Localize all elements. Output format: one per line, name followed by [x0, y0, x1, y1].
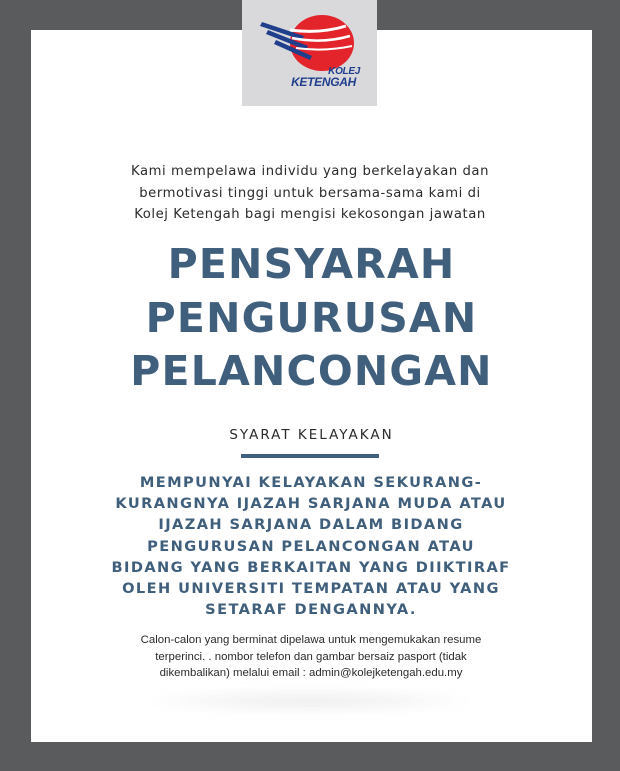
- contact-line: dikembalikan) melalui email : admin@kolejketengah.edu.my: [159, 667, 463, 679]
- contact-line: terperinci. . nombor telefon dan gambar bersaiz pasport (tidak: [155, 650, 467, 663]
- requirements-line: MEMPUNYAI KELAYAKAN SEKURANG-: [139, 474, 483, 491]
- job-title-line: PELANCONGAN: [130, 347, 493, 395]
- requirements-heading: SYARAT KELAYAKAN: [229, 427, 394, 443]
- job-title-line: PENGURUSAN: [145, 293, 478, 342]
- requirements-text: [91, 472, 531, 620]
- contact-line: Calon-calon yang berminat dipelawa untuk mengemukakan resume: [140, 634, 482, 646]
- intro-line: Kolej Ketengah bagi mengisi kekosongan jawatan: [134, 207, 486, 222]
- requirements-line: KURANGNYA IJAZAH SARJANA MUDA ATAU: [115, 495, 507, 513]
- intro-line: Kami mempelawa individu yang berkelayakan dan: [131, 164, 489, 179]
- intro-line: bermotivasi tinggi untuk bersama-sama kami di: [139, 185, 481, 201]
- requirements-line: PENGURUSAN PELANCONGAN ATAU: [147, 537, 475, 555]
- requirements-line: SETARAF DENGANNYA.: [205, 601, 417, 619]
- blurred-area: [150, 688, 470, 714]
- logo-wordmark: [260, 66, 370, 88]
- logo-line-2: KETENGAH: [291, 75, 356, 89]
- job-title: [31, 238, 592, 399]
- requirements-line: IJAZAH SARJANA DALAM BIDANG: [158, 516, 464, 534]
- contact-info: [106, 632, 516, 682]
- requirements-line: OLEH UNIVERSITI TEMPATAN ATAU YANG: [122, 580, 500, 598]
- requirements-line: BIDANG YANG BERKAITAN YANG DIIKTIRAF: [111, 558, 511, 576]
- logo-line-1: KOLEJ: [328, 66, 360, 77]
- job-title-line: PENSYARAH: [167, 240, 456, 288]
- logo-box: [242, 0, 377, 106]
- kolej-ketengah-logo-icon: [242, 0, 377, 106]
- intro-paragraph: [60, 161, 560, 226]
- heading-underline: [241, 454, 379, 458]
